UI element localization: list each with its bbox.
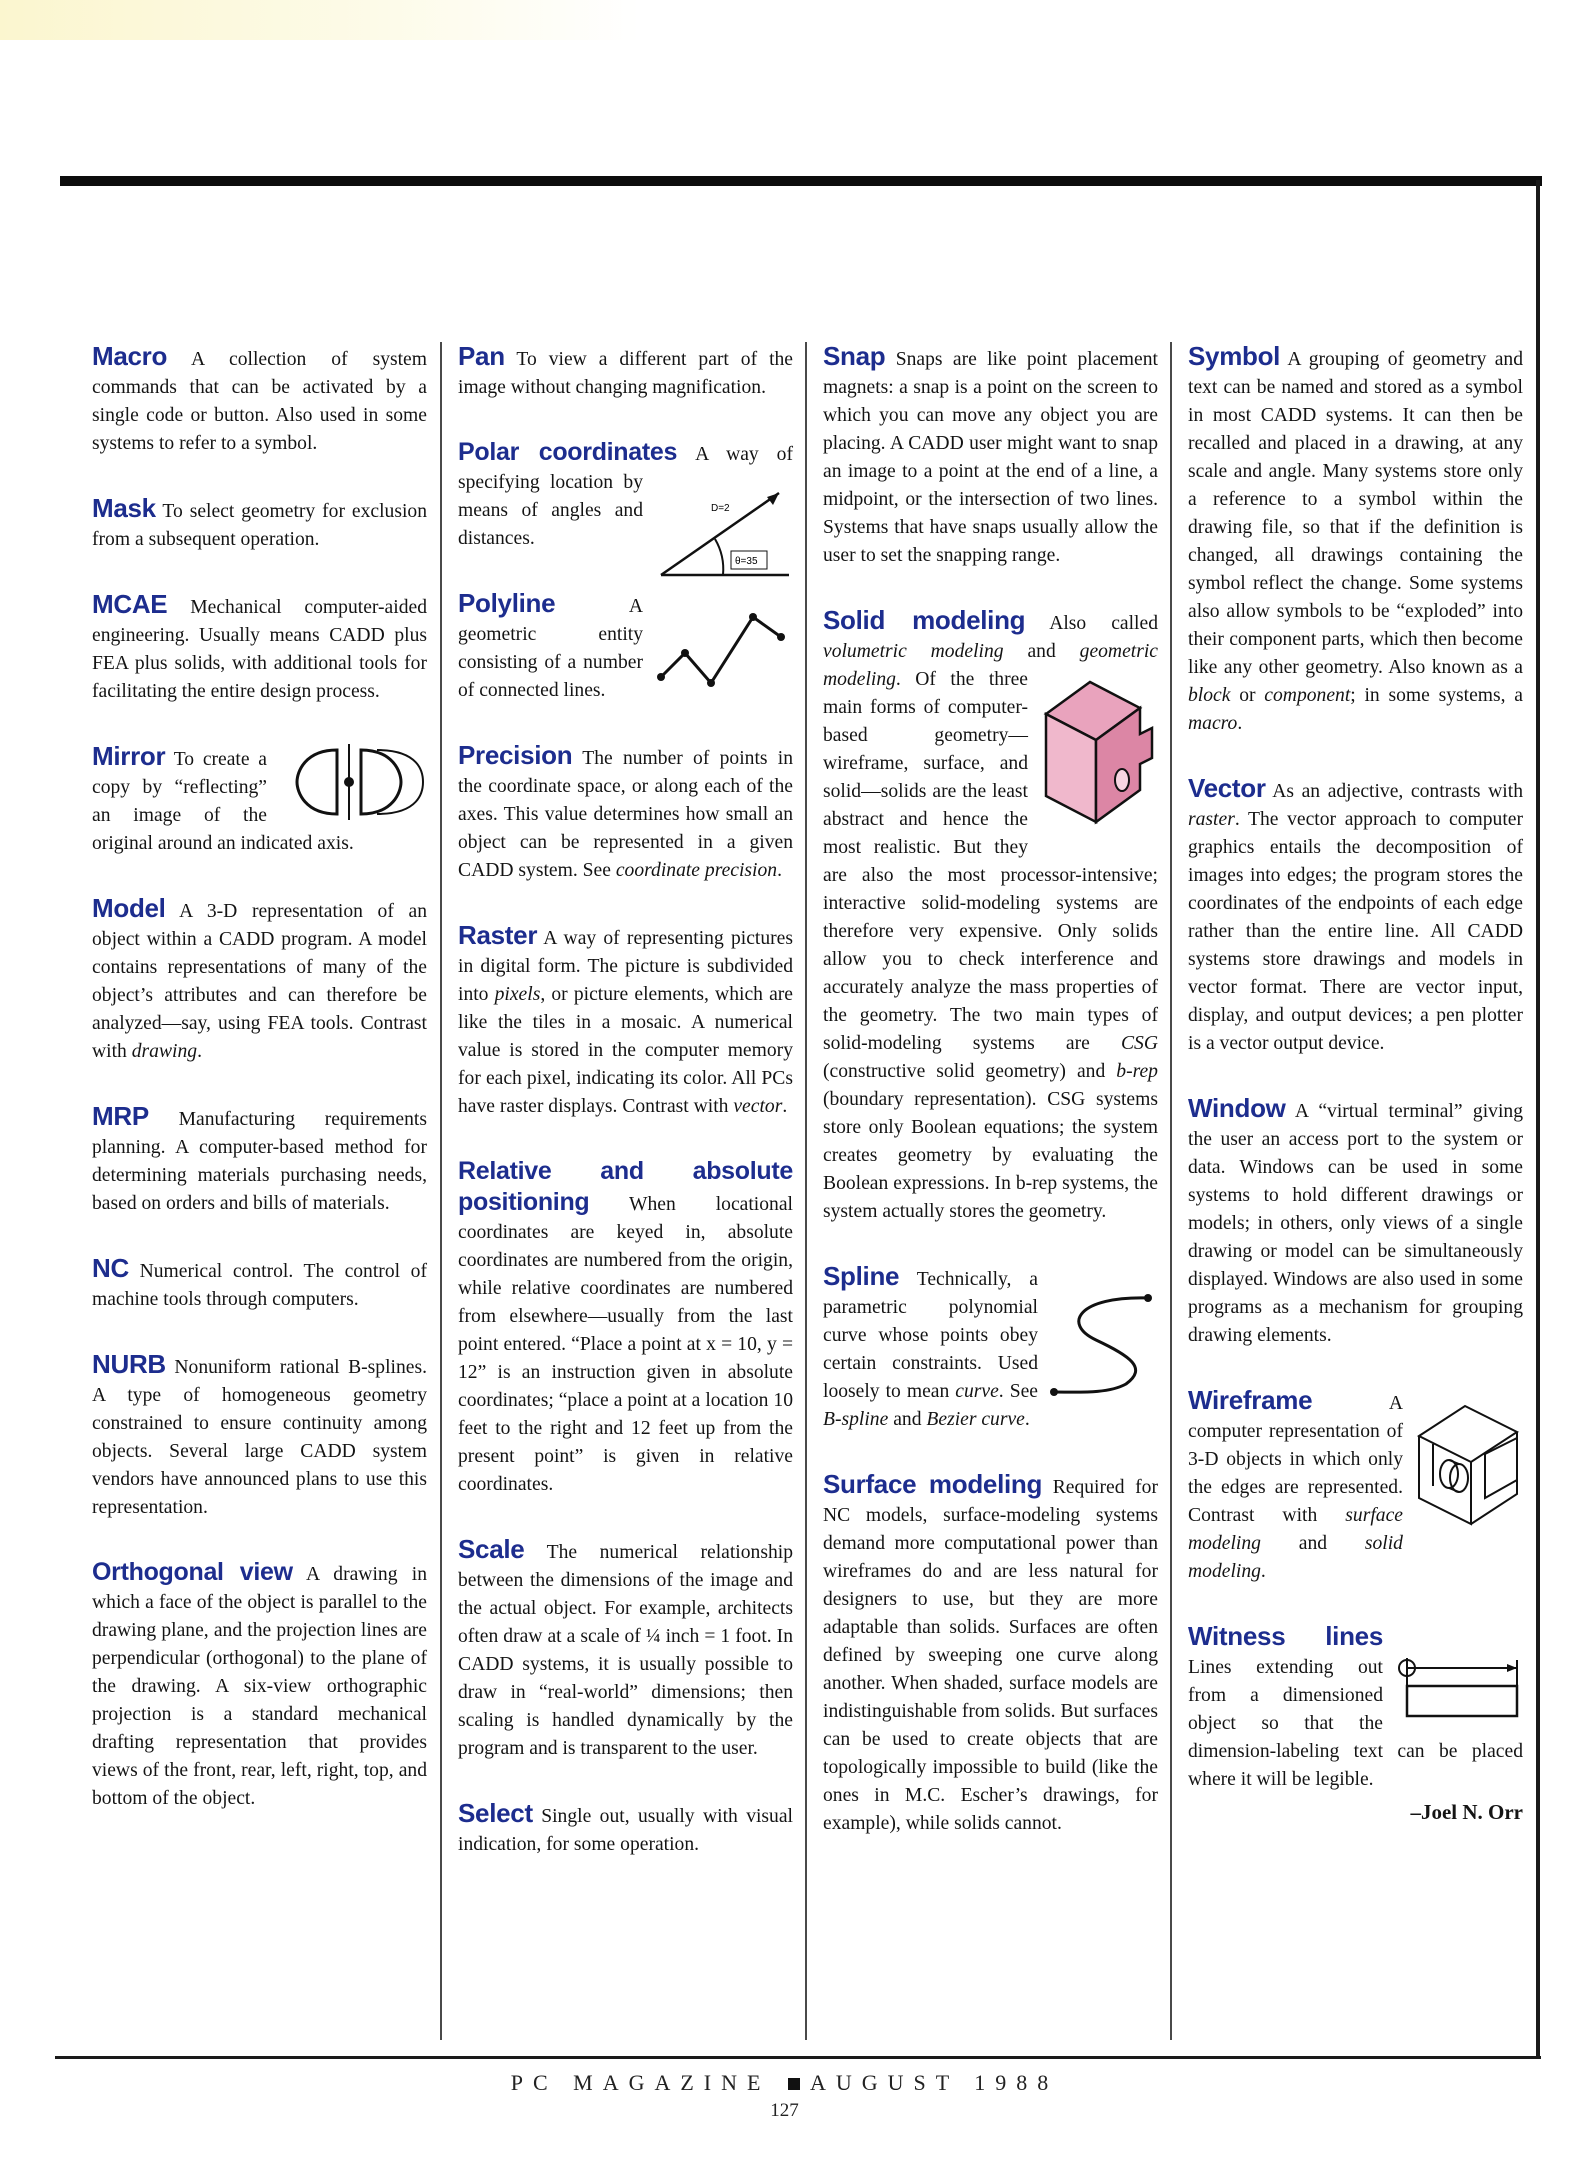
entry-definition: A geometric entity consisting of a number of connected lines. [458, 596, 643, 701]
column-divider [805, 342, 807, 2040]
entry-reference: solid modeling [1188, 1533, 1403, 1582]
entry-term: Orthogonal view [92, 1558, 293, 1586]
glossary-entry-orthogonal-view [92, 1558, 427, 1813]
entry-reference: vector [733, 1096, 783, 1117]
issue-date: AUGUST 1988 [809, 2070, 1059, 2095]
polar-coordinates-figure [653, 471, 793, 581]
entry-term: Mask [92, 493, 156, 523]
entry-term: Snap [823, 341, 886, 371]
glossary-entry-nc [92, 1254, 427, 1314]
entry-definition-cont: and [893, 1409, 922, 1430]
entry-term: NURB [92, 1349, 166, 1379]
entry-punctuation: . [782, 1096, 788, 1117]
entry-definition: Single out, usually with visual indication, for some operation. [458, 1806, 793, 1855]
entry-term: Symbol [1188, 341, 1281, 371]
entry-definition: A “virtual terminal” giving the user an access port to the system or data. Windows can be used in some systems to hold different drawings or models; in others, only views of a single drawing or model can be simultaneously displayed. Windows are also used in some programs as a mechanism for grouping drawing elements. [1188, 1101, 1523, 1346]
entry-punctuation: . [1024, 1409, 1030, 1430]
glossary-entry-pan [458, 342, 793, 402]
glossary-entry-polyline [458, 589, 793, 705]
entry-punctuation: . [1237, 713, 1243, 734]
entry-definition-cont: or [1239, 685, 1256, 706]
solid-model-figure [1038, 672, 1158, 832]
author-signature: –Joel N. Orr [1410, 1800, 1523, 1824]
entry-definition: Required for NC models, surface-modeling systems demand more computational power than wireframes do and are less natural for designers to use, but they are more adaptable than solids. Surfaces are often defined by sweeping one curve along another. When shaded, surface models are indistinguishable from solids. But surfaces can be used to create objects that are topologically impossible to build (like the ones in M.C. Escher’s drawings, for example), while solids cannot. [823, 1477, 1158, 1834]
entry-definition-cont: (boundary representation). CSG systems store only Boolean equations; the system creates geometry by evaluating the Boolean expressions. In b-rep systems, the system actually stores the geometry. [823, 1089, 1158, 1222]
glossary-entry-macro [92, 342, 427, 458]
glossary-column-1 [92, 342, 427, 1849]
entry-term: Solid modeling [823, 605, 1026, 635]
entry-definition: A way of specifying location by means of angles and distances. [458, 444, 793, 549]
entry-punctuation: . [197, 1041, 202, 1062]
entry-term: Precision [458, 740, 573, 770]
spline-figure [1048, 1288, 1158, 1398]
glossary-column-4 [1188, 342, 1523, 1826]
entry-definition: A collection of system commands that can be activated by a single code or button. Also used in some systems to refer to a symbol. [92, 349, 427, 454]
column-divider [440, 342, 442, 2040]
entry-definition-cont: . See [998, 1381, 1038, 1402]
glossary-entry-raster [458, 921, 793, 1121]
entry-definition: A way of representing pictures in digital form. The picture is subdivided into [458, 928, 793, 1005]
square-bullet-icon [788, 2078, 800, 2090]
entry-definition: A 3-D representation of an object within a CADD program. A model contains representations of many of the object’s attributes and can therefore be analyzed—say, using FEA tools. Contrast with [92, 901, 427, 1062]
polyline-figure [653, 609, 793, 689]
glossary-entry-model [92, 894, 427, 1066]
entry-reference: CSG [1120, 1033, 1158, 1054]
entry-reference: component [1264, 685, 1351, 706]
entry-definition-cont: . The vector approach to computer graphics entails the decomposition of images into edges; the program stores the coordinates of the endpoints of each edge rather than the entire line. All CADD systems store drawings and models in vector format. There are vector input, display, and output devices; a pen plotter is a vector output device. [1188, 809, 1523, 1054]
entry-term: Polyline [458, 588, 556, 618]
glossary-entry-mrp [92, 1102, 427, 1218]
glossary-entry-snap [823, 342, 1158, 570]
entry-definition: Technically, a parametric polynomial curve whose points obey certain constraints. Used loosely to mean [823, 1269, 1038, 1402]
bottom-rule [55, 2056, 1541, 2059]
distance-label: D=2 [711, 503, 730, 514]
entry-reference: pixels [494, 984, 541, 1005]
page-frame-right [1536, 180, 1540, 2056]
entry-definition-cont: . Of the three main forms of computer-based geometry—wireframe, surface, and solid—solids are the least abstract and hence the most realistic. But they are also the most processor-intensive; interactive solid-modeling systems are therefore very expensive. Only solids allow you to check interference and accurately analyze the mass properties of the geometry. The two main types of solid-modeling systems are [823, 669, 1158, 1054]
entry-definition: As an adjective, contrasts with [1272, 781, 1523, 802]
scan-tint [0, 0, 640, 40]
entry-definition: Nonuniform rational B-splines. A type of homogeneous geometry constrained to ensure continuity among objects. Several large CADD system vendors have announced plans to use this representation. [92, 1357, 427, 1518]
glossary-entry-mask [92, 494, 427, 554]
glossary-column-2 [458, 342, 793, 1895]
entry-reference: volumetric modeling [823, 641, 1004, 662]
entry-term: Model [92, 893, 166, 923]
entry-definition: The number of points in the coordinate space, or along each of the axes. This value determines how small an object can be represented in a given CADD system. See [458, 748, 793, 881]
entry-definition: A drawing in which a face of the object is parallel to the drawing plane, and the projection lines are perpendicular (orthogonal) to the plane of the drawing. A six-view orthographic projection is a standard mechanical drafting representation that provides views of the front, rear, left, right, top, and bottom of the object. [92, 1564, 427, 1809]
glossary-entry-mcae [92, 590, 427, 706]
witness-lines-figure [1393, 1656, 1523, 1720]
entry-reference: b-rep [1116, 1061, 1158, 1082]
glossary-entry-witness-lines [1188, 1622, 1523, 1794]
glossary-entry-surface-modeling [823, 1470, 1158, 1838]
glossary-entry-precision [458, 741, 793, 885]
entry-term: Witness lines [1188, 1621, 1383, 1651]
entry-reference: Bezier curve [926, 1409, 1025, 1430]
entry-term: Vector [1188, 773, 1266, 803]
entry-term: NC [92, 1253, 129, 1283]
entry-definition: To select geometry for exclusion from a subsequent operation. [92, 501, 427, 550]
glossary-entry-wireframe [1188, 1386, 1523, 1586]
entry-definition: Lines extending out from a dimensioned object so that the dimension-labeling text can be placed where it will be legible. [1188, 1657, 1523, 1790]
entry-definition-cont: ; in some systems, a [1350, 685, 1523, 706]
entry-definition: To create a copy by “reflecting” an image of the original around an indicated axis. [92, 749, 354, 854]
entry-term: Spline [823, 1261, 900, 1291]
column-divider [1170, 342, 1172, 2040]
entry-definition: A computer representation of 3-D objects in which only the edges are represented. Contrast with [1188, 1393, 1403, 1526]
entry-definition: A grouping of geometry and text can be named and stored as a symbol in most CADD systems. It can then be recalled and placed in a drawing, at any scale and angle. Many systems store only a reference to a symbol within the drawing file, so that if the definition is changed, all drawings containing the symbol reflect the change. Some systems also allow symbols to be “exploded” into their component parts, which then become like any other geometry. Also known as a [1188, 349, 1523, 678]
glossary-entry-vector [1188, 774, 1523, 1058]
page-footer [0, 2070, 1569, 2096]
glossary-entry-scale [458, 1535, 793, 1763]
glossary-entry-solid-modeling [823, 606, 1158, 1226]
glossary-entry-relative-absolute [458, 1157, 793, 1499]
mirror-figure [277, 742, 427, 822]
magazine-name: PC MAGAZINE [510, 2070, 771, 2095]
entry-reference: curve [955, 1381, 999, 1402]
entry-reference: surface modeling [1188, 1505, 1403, 1554]
entry-definition: Manufacturing requirements planning. A computer-based method for determining materials purchasing needs, based on orders and bills of materials. [92, 1109, 427, 1214]
entry-definition: The numerical relationship between the dimensions of the image and the actual object. For example, architects often draw at a scale of ¼ inch = 1 foot. In CADD systems, it is usually possible to draw in “real-world” dimensions; then scaling is handled dynamically by the program and is transparent to the user. [458, 1542, 794, 1759]
glossary-column-3 [823, 342, 1158, 1874]
entry-definition-cont: and [1298, 1533, 1328, 1554]
entry-term: Surface modeling [823, 1469, 1043, 1499]
page-number: 127 [770, 2100, 799, 2121]
entry-punctuation: . [777, 860, 783, 881]
angle-label: θ=35 [735, 556, 758, 567]
entry-definition: Mechanical computer-aided engineering. Usually means CADD plus FEA plus solids, with additional tools for facilitating the entire design process. [92, 597, 427, 702]
entry-term: Wireframe [1188, 1385, 1313, 1415]
entry-reference: B-spline [823, 1409, 889, 1430]
entry-definition-cont: and [1027, 641, 1056, 662]
entry-term: Window [1188, 1093, 1286, 1123]
glossary-entry-select [458, 1799, 793, 1859]
entry-term: Scale [458, 1534, 525, 1564]
entry-definition-cont: (constructive solid geometry) and [823, 1061, 1106, 1082]
glossary-entry-window [1188, 1094, 1523, 1350]
glossary-entry-spline [823, 1262, 1158, 1434]
entry-term: MCAE [92, 589, 168, 619]
entry-reference: coordinate precision [615, 860, 778, 881]
entry-reference: raster [1188, 809, 1235, 830]
entry-definition: To view a different part of the image without changing magnification. [458, 349, 794, 398]
glossary-entry-symbol [1188, 342, 1523, 738]
top-rule [60, 176, 1542, 186]
entry-term: Polar coordinates [458, 438, 678, 466]
entry-term: Raster [458, 920, 538, 950]
entry-term: Select [458, 1798, 533, 1828]
entry-punctuation: . [1260, 1561, 1266, 1582]
entry-term: MRP [92, 1101, 149, 1131]
glossary-entry-nurb [92, 1350, 427, 1522]
entry-definition: When locational coordinates are keyed in, absolute coordinates are numbered from the origin, while relative coordinates are numbered from elsewhere—usually from the last point entered. “Place a point at x = 10, y = 12” is an instruction given in absolute coordinates; “place a point at a location 10 feet to the right and 12 feet up from the present point” is given in relative coordinates. [458, 1194, 793, 1495]
entry-term: Macro [92, 341, 168, 371]
entry-reference: macro [1188, 713, 1238, 734]
entry-term: Pan [458, 341, 505, 371]
entry-definition-cont: , or picture elements, which are like the tiles in a mosaic. A numerical value is stored in the computer memory for each pixel, indicating its color. All PCs have raster displays. Contrast with [458, 984, 793, 1117]
glossary-entry-polar-coordinates [458, 438, 793, 567]
entry-term: Mirror [92, 741, 166, 771]
entry-reference: block [1188, 685, 1231, 706]
glossary-entry-mirror [92, 742, 427, 858]
entry-term: Relative and absolute positioning [458, 1157, 793, 1216]
wireframe-figure [1413, 1398, 1523, 1528]
entry-reference: drawing [131, 1041, 198, 1062]
entry-definition: Snaps are like point placement magnets: a snap is a point on the screen to which you can move any object you are placing. A CADD user might want to snap an image to a point at the end of a line, a midpoint, or the intersection of two lines. Systems that have snaps usually allow the user to set the snapping range. [823, 349, 1158, 566]
entry-definition: Numerical control. The control of machine tools through computers. [92, 1261, 427, 1310]
entry-reference: geometric modeling [823, 641, 1158, 690]
entry-definition: Also called [1049, 613, 1158, 634]
